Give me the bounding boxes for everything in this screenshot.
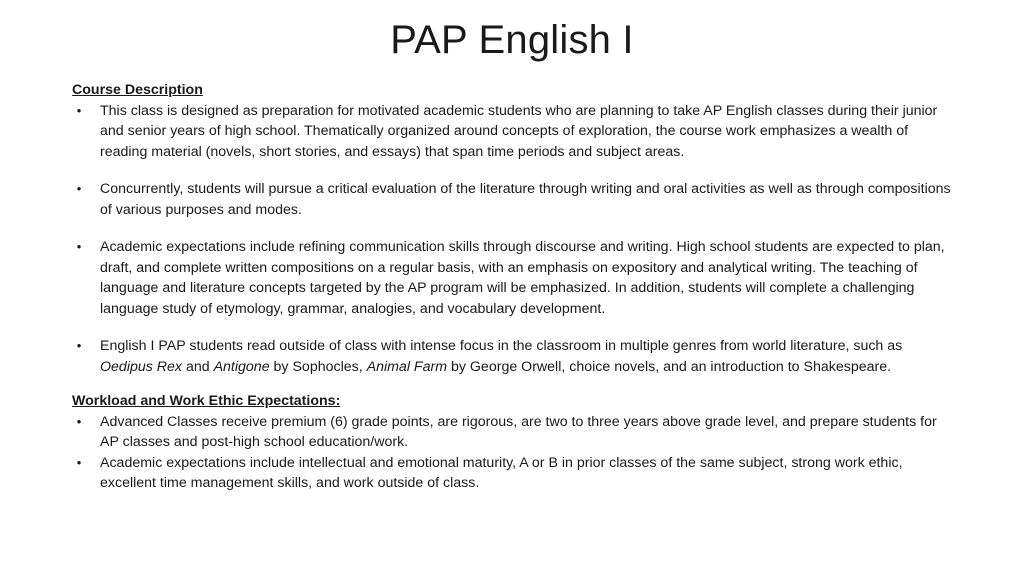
list-item (72, 179, 952, 220)
bullet-icon: • (76, 338, 82, 353)
page-title: PAP English I (390, 18, 634, 62)
book-title-antigone: Antigone (213, 358, 270, 375)
list-item-text: Academic expectations include refining communication skills through discourse and writing. High school students are expected to plan, draft, and complete written compositions on a regular basis, with an emphasis on expository and analytical writing. The teaching of language and literature concepts targeted by the AP program will be emphasized. In addition, students will complete a challenging language study of etymology, grammar, analogies, and vocabulary development. (100, 239, 945, 317)
text-segment: by Sophocles, (269, 358, 367, 375)
list-item-text: This class is designed as preparation for motivated academic students who are planning to take AP English classes during their junior and senior years of high school. Thematically organized around concepts of exploration, the course work emphasizes a wealth of reading material (novels, short stories, and essays) that span time periods and subject areas. (100, 102, 938, 160)
text-segment: English I PAP students read outside of class with intense focus in the classroom in multiple genres from world literature, such as (100, 338, 903, 354)
bullet-icon: • (76, 239, 82, 254)
text-segment: and (182, 358, 214, 375)
list-item (72, 453, 952, 494)
bullet-icon: • (76, 454, 82, 470)
text-segment: by George Orwell, choice novels, and an introduction to Shakespeare. (447, 358, 892, 375)
course-description-heading: Course Description (72, 82, 203, 98)
workload-heading: Workload and Work Ethic Expectations: (72, 393, 341, 409)
bullet-icon: • (76, 102, 82, 118)
list-item-text: Academic expectations include intellectual and emotional maturity, A or B in prior classes of the same subject, strong work ethic, excellent time management skills, and work outside of class. (100, 454, 903, 491)
list-item-text: Advanced Classes receive premium (6) grade points, are rigorous, are two to three years above grade level, and prepare students for AP classes and post-high school education/work. (100, 413, 937, 450)
bullet-icon: • (76, 181, 82, 196)
list-item (72, 101, 952, 163)
list-item-text (100, 338, 902, 375)
slide-content (72, 80, 952, 494)
list-item (72, 336, 952, 377)
book-title-oedipus-rex: Oedipus Rex (100, 358, 183, 375)
bullet-icon: • (76, 413, 82, 429)
book-title-animal-farm: Animal Farm (366, 358, 448, 375)
course-description-list (72, 101, 952, 378)
list-item-text: Concurrently, students will pursue a critical evaluation of the literature through writing and oral activities as well as through compositions of various purposes and modes. (100, 181, 951, 218)
list-item (72, 412, 952, 453)
list-item (72, 237, 952, 319)
workload-list (72, 412, 952, 494)
